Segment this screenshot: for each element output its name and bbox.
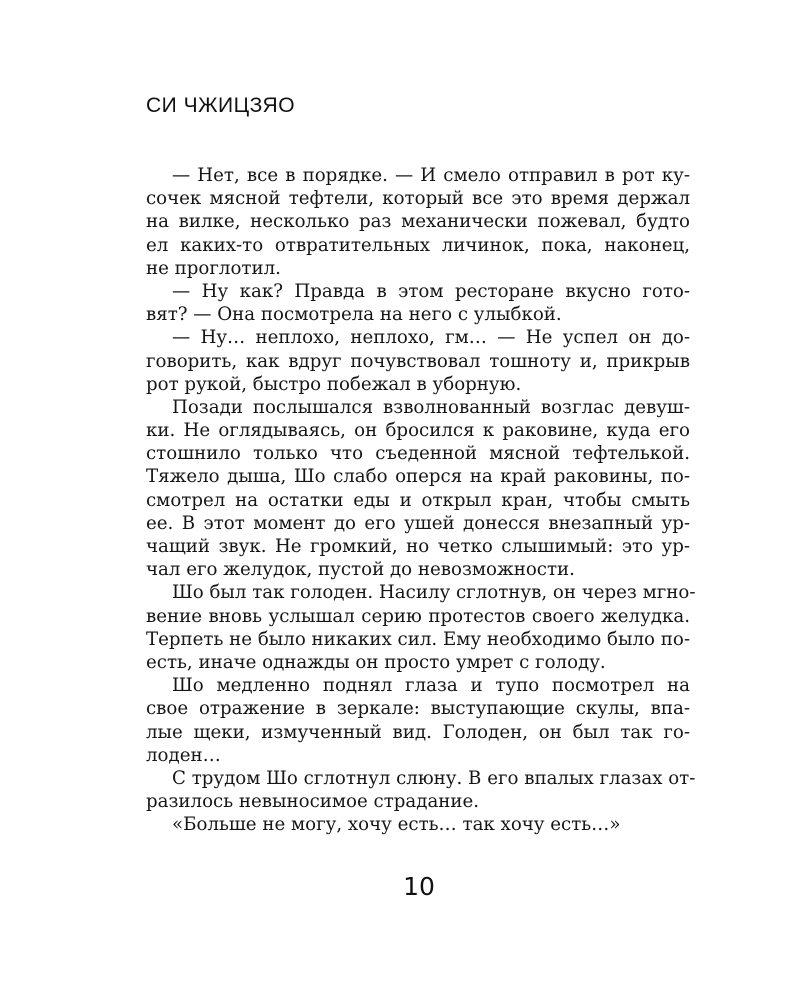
text-line: Позади послышался взволнованный возглас девуш-	[172, 396, 690, 418]
text-line: на вилке, несколько раз механически пожевал, будто	[146, 211, 690, 233]
text-line: чащий звук. Не громкий, но четко слышимый: это ур-	[146, 536, 690, 557]
text-line: есть, иначе однажды он просто умрет с голоду.	[146, 651, 606, 673]
text-line: не проглотил.	[146, 257, 281, 279]
text-line: С трудом Шо сглотнул слюну. В его впалых глазах от-	[172, 767, 696, 789]
text-line: говорить, как вдруг почувствовал тошноту и, прикрыв	[146, 350, 690, 372]
text-line: ее. В этот момент до его ушей донесся внезапный ур-	[146, 512, 690, 534]
text-line: ки. Не оглядываясь, он бросился к раковине, куда его	[146, 420, 690, 442]
text-line: Терпеть не было никаких сил. Ему необходимо было по-	[146, 628, 690, 650]
text-line: рот рукой, быстро побежал в уборную.	[146, 373, 522, 395]
text-line: Шо медленно поднял глаза и тупо посмотрел на	[172, 675, 690, 697]
text-line: «Больше не могу, хочу есть… так хочу есть…»	[172, 814, 621, 836]
text-line: стошнило только что съеденной мясной тефтелькой.	[146, 443, 690, 465]
text-line: ел каких-то отвратительных личинок, пока, наконец,	[146, 234, 690, 256]
text-line: сочек мясной тефтели, который все это время держал	[146, 188, 690, 210]
text-line: лоден…	[146, 744, 221, 766]
text-line: Тяжело дыша, Шо слабо оперся на край раковины, по-	[146, 466, 690, 488]
text-line: лые щеки, измученный вид. Голоден, он был так го-	[146, 721, 690, 743]
text-line: вят? — Она посмотрела на него с улыбкой.	[146, 304, 562, 326]
running-head: СИ ЧЖИЦЗЯО	[146, 94, 296, 117]
text-line: — Нет, все в порядке. — И смело отправил в рот ку-	[172, 165, 690, 186]
text-line: чал его желудок, пустой до невозможности.	[146, 559, 575, 581]
text-line: — Ну… неплохо, неплохо, гм… — Не успел он до-	[172, 327, 690, 349]
text-line: свое отражение в зеркале: выступающие скулы, впа-	[146, 698, 690, 720]
text-line: разилось невыносимое страдание.	[146, 791, 480, 813]
text-line: смотрел на остатки еды и открыл кран, чтобы смыть	[146, 489, 690, 511]
text-line: — Ну как? Правда в этом ресторане вкусно гото-	[172, 280, 690, 302]
text-line: вение вновь услышал серию протестов своего желудка.	[146, 605, 690, 627]
text-line: Шо был так голоден. Насилу сглотнув, он через мгно-	[172, 582, 696, 604]
page-number: 10	[403, 872, 435, 901]
body-text	[146, 164, 696, 836]
